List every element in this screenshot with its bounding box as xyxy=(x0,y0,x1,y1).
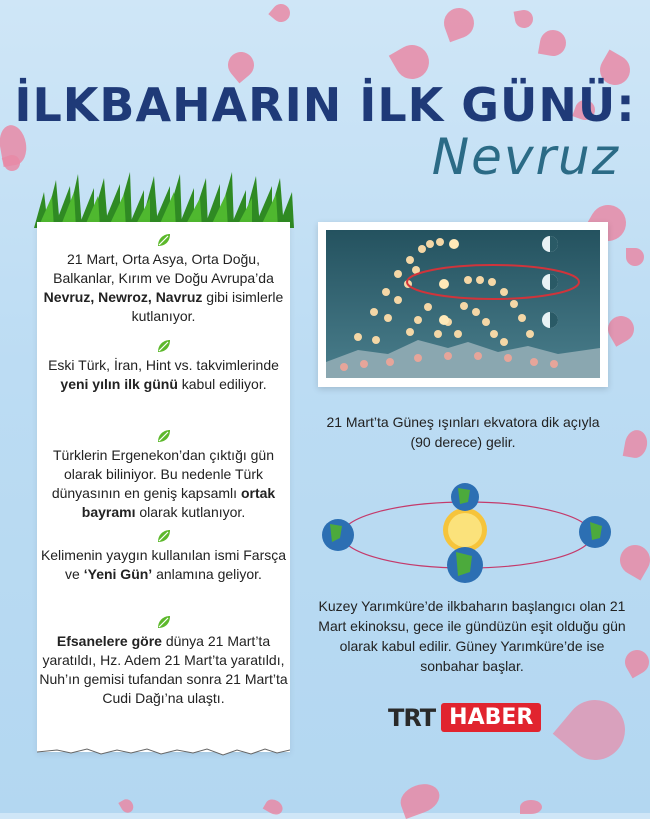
page-title: İLKBAHARIN İLK GÜNÜ: xyxy=(14,78,636,132)
info-block-4 xyxy=(37,528,290,584)
info-block-1 xyxy=(37,232,290,326)
block-text: anlamına geliyor. xyxy=(152,566,262,582)
info-block-2 xyxy=(37,338,290,394)
leaf-icon xyxy=(156,338,172,354)
equinox-orbit-diagram xyxy=(310,480,630,590)
info-block-5 xyxy=(37,614,290,708)
block-text: olarak kutlanıyor. xyxy=(135,504,246,520)
sun-path-photo xyxy=(318,222,608,387)
block-text: Kelimenin yaygın kullanılan ismi Farsça ve xyxy=(40,547,287,582)
block-bold: yeni yılın ilk günü xyxy=(60,376,178,392)
block-text: dünya 21 Mart’ta yaratıldı, Hz. Adem 21 Mart’ta yaratıldı, Nuh’ın gemisi tufandan sonra 21 Mart’ta Cudi Dağı’na ulaştı. xyxy=(39,633,288,706)
globe-icon xyxy=(447,547,483,583)
leaf-icon xyxy=(156,428,172,444)
globe-icon xyxy=(451,483,479,511)
block-text: gibi isimlerle kutlanıyor. xyxy=(131,289,284,324)
block-text: Eski Türk, İran, Hint vs. takvimlerinde xyxy=(48,357,279,373)
info-block-3 xyxy=(37,428,290,522)
torn-edge xyxy=(37,744,290,760)
logo-trt: TRT xyxy=(388,703,436,732)
leaf-icon xyxy=(156,528,172,544)
block-text: 21 Mart, Orta Asya, Orta Doğu, Balkanlar, Kırım ve Doğu Avrupa’da xyxy=(53,251,274,286)
globe-icon xyxy=(322,519,354,551)
block-bold: Efsanelere göre xyxy=(56,633,162,649)
sun-path-illustration xyxy=(318,222,608,387)
leaf-icon xyxy=(156,614,172,630)
page-subtitle: Nevruz xyxy=(431,128,620,186)
logo-haber: HABER xyxy=(441,703,541,732)
block-text: Türklerin Ergenekon’dan çıktığı gün olarak biliniyor. Bu nedenle Türk dünyasının en geniş kapsamlı xyxy=(51,447,274,501)
trt-haber-logo xyxy=(388,703,541,732)
block-bold: ortak bayramı xyxy=(81,485,276,520)
leaf-icon xyxy=(156,232,172,248)
grass-decoration xyxy=(34,172,294,228)
block-text: kabul ediliyor. xyxy=(177,376,267,392)
sun-path-caption: 21 Mart’ta Güneş ışınları ekvatora dik açıyla (90 derece) gelir. xyxy=(326,414,600,450)
globe-icon xyxy=(579,516,611,548)
block-bold: ‘Yeni Gün’ xyxy=(83,566,153,582)
equinox-caption: Kuzey Yarımküre’de ilkbaharın başlangıcı olan 21 Mart ekinoksu, gece ile gündüzün eşit olduğu gün olarak kabul edilir. Güney Yarımküre’de ise sonbahar başlar. xyxy=(318,598,626,674)
block-bold: Nevruz, Newroz, Navruz xyxy=(43,289,203,305)
